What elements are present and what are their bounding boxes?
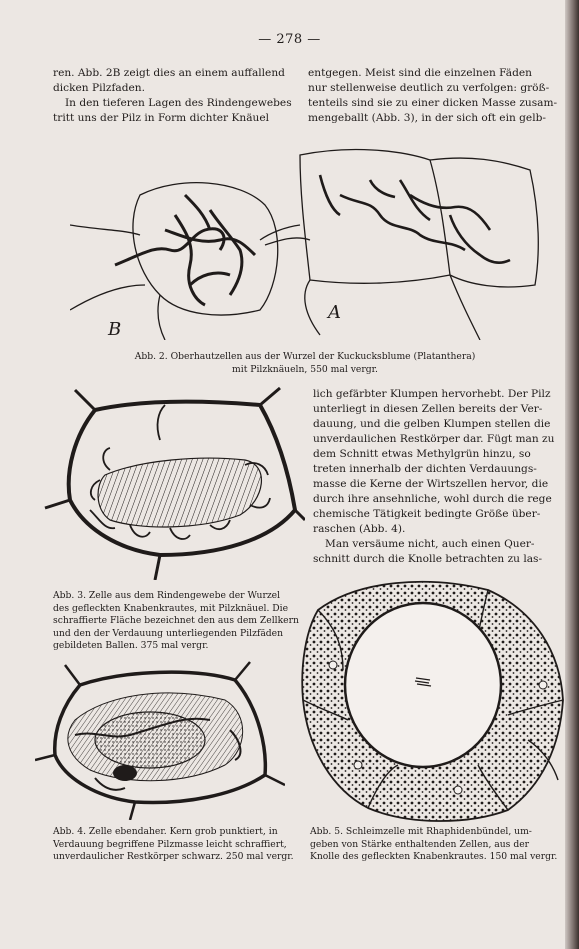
text-line: dicken Pilzfaden. bbox=[53, 82, 145, 94]
text-line: unterliegt in diesen Zellen bereits der Ver- bbox=[313, 403, 543, 415]
text-block-middle-right bbox=[313, 387, 553, 567]
text-line: tritt uns der Pilz in Form dichter Knäuel bbox=[53, 112, 269, 124]
page-number: — 278 — bbox=[258, 32, 321, 47]
figure-4-illustration bbox=[35, 660, 285, 820]
caption-line: Abb. 2. Oberhautzellen aus der Wurzel der Kuckucksblume (Platanthera) bbox=[134, 351, 476, 362]
text-line: chemische Tätigkeit bedingte Größe über- bbox=[313, 508, 541, 520]
caption-line: geben von Stärke enthaltenden Zellen, aus der bbox=[310, 838, 530, 850]
caption-line: Verdauung begriffene Pilzmasse leicht schraffiert, bbox=[53, 838, 287, 850]
text-line: In den tieferen Lagen des Rindengewebes bbox=[65, 97, 292, 109]
text-line: treten innerhalb der dichten Verdauungs- bbox=[313, 463, 537, 475]
page-edge-shadow bbox=[565, 0, 579, 949]
text-line: dem Schnitt etwas Methylgrün hinzu, so bbox=[313, 448, 531, 460]
figure-2-caption bbox=[60, 351, 550, 376]
text-line: unverdaulichen Restkörper dar. Fügt man zu bbox=[313, 433, 555, 445]
figure-5-illustration bbox=[298, 570, 568, 825]
caption-line: Abb. 5. Schleimzelle mit Rhaphidenbündel, um- bbox=[310, 826, 532, 837]
figure-3-illustration bbox=[40, 380, 305, 580]
text-line: ren. Abb. 2B zeigt dies an einem auffallend bbox=[53, 67, 285, 79]
caption-line: und den der Verdauung unterliegenden Pilzfäden bbox=[53, 627, 284, 639]
figure-2-illustration bbox=[70, 135, 550, 340]
text-block-top-right bbox=[308, 66, 558, 126]
text-line: dauung, und die gelben Klumpen stellen die bbox=[313, 418, 551, 430]
text-line: masse die Kerne der Wirtszellen hervor, die bbox=[313, 478, 549, 490]
figure-2-label-b: B bbox=[108, 319, 122, 340]
caption-line: des gefleckten Knabenkrautes, mit Pilzknäuel. Die bbox=[53, 602, 289, 614]
text-line: nur stellenweise deutlich zu verfolgen: größ- bbox=[308, 82, 550, 94]
text-line: lich gefärbter Klumpen hervorhebt. Der Pilz bbox=[313, 388, 551, 400]
text-line: Man versäume nicht, auch einen Quer- bbox=[325, 538, 535, 550]
figure-5-caption bbox=[310, 826, 558, 864]
caption-line: gebildeten Ballen. 375 mal vergr. bbox=[53, 640, 209, 651]
text-line: mengeballt (Abb. 3), in der sich oft ein gelb- bbox=[308, 112, 546, 124]
caption-line: unverdaulicher Restkörper schwarz. 250 mal vergr. bbox=[53, 851, 294, 862]
caption-line: Knolle des gefleckten Knabenkrautes. 150 mal vergr. bbox=[310, 851, 558, 862]
text-line: durch ihre ansehnliche, wohl durch die rege bbox=[313, 493, 552, 505]
caption-line: schraffierte Fläche bezeichnet den aus dem Zellkern bbox=[53, 615, 299, 626]
text-line: raschen (Abb. 4). bbox=[313, 523, 406, 535]
text-line: tenteils sind sie zu einer dicken Masse zusam- bbox=[308, 97, 558, 109]
figure-3-caption bbox=[53, 590, 303, 653]
text-line: schnitt durch die Knolle betrachten zu las- bbox=[313, 553, 543, 565]
figure-2-label-a: A bbox=[328, 302, 341, 323]
text-line: entgegen. Meist sind die einzelnen Fäden bbox=[308, 67, 532, 79]
figure-4-caption bbox=[53, 826, 298, 864]
caption-line: Abb. 4. Zelle ebendaher. Kern grob punktiert, in bbox=[53, 826, 278, 837]
text-block-top-left bbox=[53, 66, 298, 126]
caption-line: Abb. 3. Zelle aus dem Rindengewebe der Wurzel bbox=[53, 590, 281, 601]
caption-line: mit Pilzknäueln, 550 mal vergr. bbox=[232, 363, 378, 375]
